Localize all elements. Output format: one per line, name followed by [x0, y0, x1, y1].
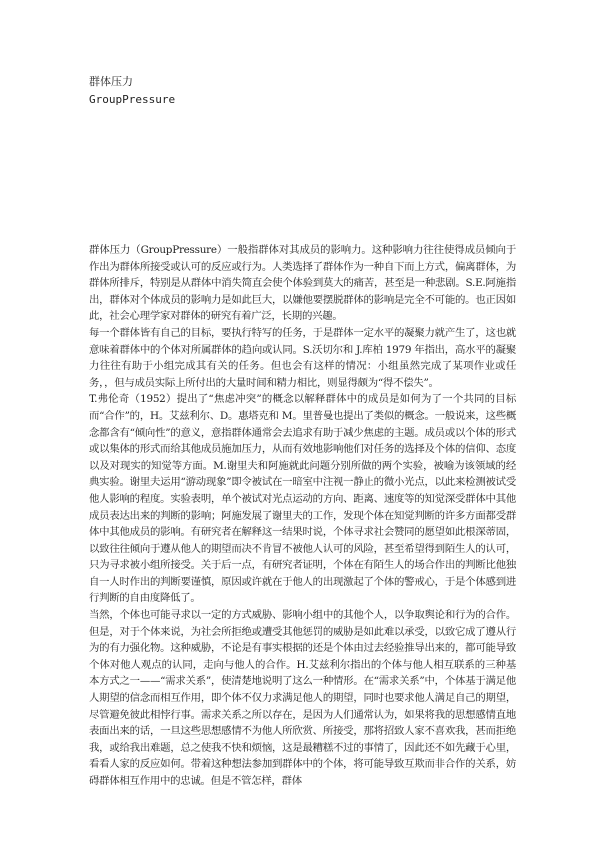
document-subtitle: GroupPressure [89, 93, 176, 106]
document-body [89, 242, 516, 790]
body-paragraph: 群体压力（GroupPressure）一般指群体对其成员的影响力。这种影响力往往使得成员倾向于作出为群体所接受或认可的反应或行为。人类选择了群体作为一种自下而上方式，偏离群体，为群体所排斥，特别是从群体中消失简直会使个体验到莫大的痛苦，甚至是一种悲剧。S.E.阿施指出，群体对个体成员的影响力是如此巨大，以嫌他要摆脱群体的影响是完全不可能的。也正因如此，社会心理学家对群体的研究有着广泛，长期的兴趣。 [89, 244, 516, 323]
document-title: 群体压力 [89, 75, 133, 88]
body-paragraph: 每一个群体皆有自己的目标，要执行特写的任务，于是群体一定水平的凝聚力就产生了，这也就意味着群体中的个体对所属群体的趋向或认同。S.沃切尔和 J.库柏 1979 年指出，高水平的凝聚力往往有助于小组完成其有关的任务。但也会有这样的情况：小组虽然完成了某项作业或任务，，但与成员实际上所付出的大量时间和精力相比，则显得颇为“得不偿失”。 [89, 326, 516, 389]
body-paragraph: 当然，个体也可能寻求以一定的方式威胁、影响小组中的其他个人，以争取舆论和行为的合作。但是，对于个体来说，为社会所拒绝或遭受其他惩罚的威胁是如此难以承受，以致它成了遵从行为的有力强化物。这种威胁，不论是有事实根据的还是个体由过去经验推导出来的，都可能导致个体对他人观点的认同，走向与他人的合作。H.艾兹利尔指出的个体与他人相互联系的三种基本方式之一——“需求关系”，使清楚地说明了这么一种情形。在“需求关系”中，个体基于满足他人期望的信念而相互作用，即个体不仅力求满足他人的期望，同时也要求他人满足自己的期望，尽管避免彼此相悖行事。需求关系之所以存在，是因为人们通常认为，如果将我的思想感情直地表面出来的话，一旦这些思想感情不为他人所欣赏、所接受，那将招致人家不喜欢我，甚而拒绝我，或给我出难题，总之使我不快和烦恼，这是最糟糕不过的事情了，因此还不如先藏于心里，看看人家的反应如何。带着这种想法参加到群体中的个体，将可能导致互欺而非合作的关系，妨碍群体相互作用中的忠诚。但是不管怎样，群体 [89, 609, 516, 787]
body-paragraph: T.弗伦奇（1952）提出了“焦虑冲突”的概念以解释群体中的成员是如何为了一个共同的目标而“合作”的，H。艾兹利尔、D。惠塔克和 M。里普曼也提出了类似的概念。一般说来，这些概念都含有“倾向性”的意义，意指群体通常会去追求有助于减少焦虑的主题。成员或以个体的形式或以集体的形式而给其他成员施加压力，从而有效地影响他们对任务的选择及个体的信仰、态度以及对现实的知觉等方面。M.谢里夫和阿施就此问题分别所做的两个实验，被喻为该领域的经典实验。谢里夫运用“游动现象”即令被试在一暗室中注视一静止的微小光点，以此来检测被试受他人影响的程度。实验表明，单个被试对光点运动的方向、距离、速度等的知觉深受群体中其他成员表达出来的判断的影响；阿施发展了谢里夫的工作，发现个体在知觉判断的许多方面都受群体中其他成员的影响。有研究者在解释这一结果时说，个体寻求社会赞同的愿望如此根深蒂固，以致往往倾向于遵从他人的期望而决不肯冒不被他人认可的风险，甚至希望得到陌生人的认可，只为寻求被小组所接受。关于后一点，有研究者证明，个体在有陌生人的场合作出的判断比他独自一人时作出的判断要谨慎，原因或许就在于他人的出现激起了个体的警戒心，于是个体感到进行判断的自由度降低了。 [89, 393, 516, 605]
